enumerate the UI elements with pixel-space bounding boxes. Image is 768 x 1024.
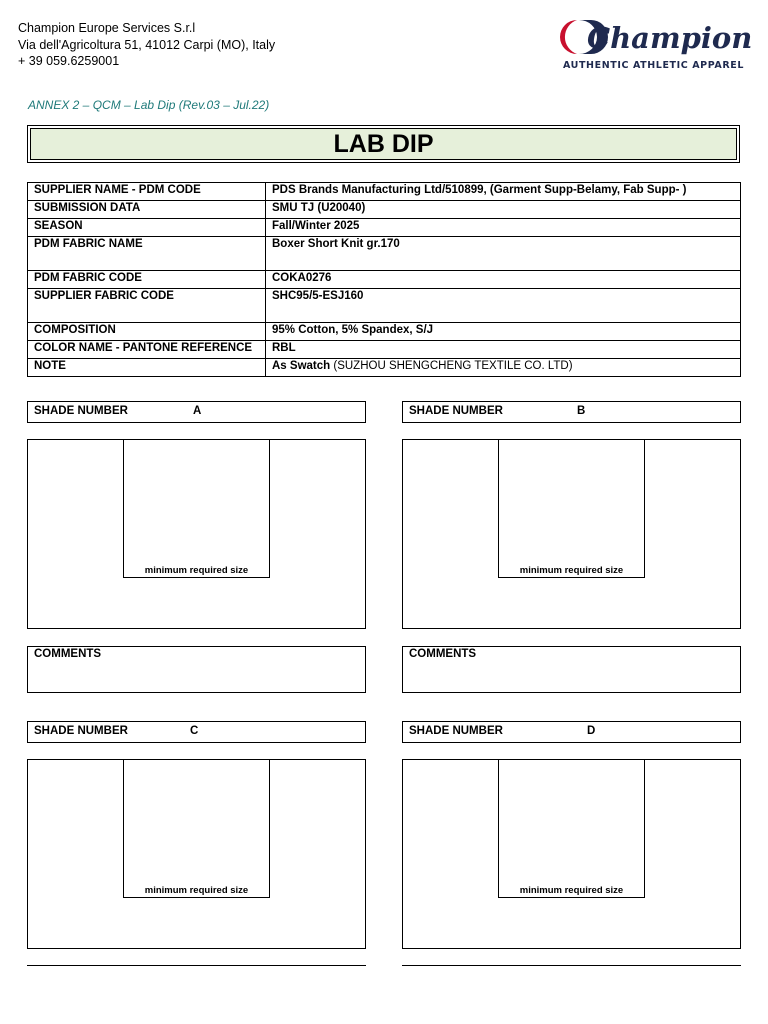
shade-number-header-a: [27, 401, 366, 423]
title-box: [27, 125, 740, 163]
row-value[interactable]: Fall/Winter 2025: [266, 219, 741, 237]
note-value: As Swatch: [272, 360, 331, 372]
company-address: Via dell'Agricoltura 51, 41012 Carpi (MO), Italy: [18, 37, 276, 52]
shade-letter: D: [587, 725, 596, 737]
row-value[interactable]: [266, 359, 741, 377]
table-row: [28, 341, 741, 359]
row-label: SEASON: [28, 219, 266, 237]
row-label: SUPPLIER FABRIC CODE: [28, 289, 266, 323]
company-name: Champion Europe Services S.r.l: [18, 21, 196, 35]
shade-number-label: SHADE NUMBER: [34, 725, 128, 737]
row-label: COLOR NAME - PANTONE REFERENCE: [28, 341, 266, 359]
shade-letter: B: [577, 405, 586, 417]
divider-line: [402, 965, 741, 966]
table-row: [28, 323, 741, 341]
shade-number-label: SHADE NUMBER: [409, 725, 503, 737]
table-row: [28, 359, 741, 377]
swatch-area-a[interactable]: [27, 439, 366, 629]
row-label: PDM FABRIC NAME: [28, 237, 266, 271]
row-label: COMPOSITION: [28, 323, 266, 341]
row-label: PDM FABRIC CODE: [28, 271, 266, 289]
row-value[interactable]: RBL: [266, 341, 741, 359]
shade-number-label: SHADE NUMBER: [34, 405, 128, 417]
company-phone: + 39 059.6259001: [18, 54, 120, 68]
minimum-size-label: minimum required size: [519, 565, 624, 576]
comments-box-b[interactable]: [402, 646, 741, 693]
company-address-block: [18, 20, 275, 70]
swatch-area-c[interactable]: [27, 759, 366, 949]
minimum-size-label: minimum required size: [144, 885, 249, 896]
swatch-area-b[interactable]: [402, 439, 741, 629]
table-row: [28, 219, 741, 237]
table-row: [28, 237, 741, 271]
shade-letter: C: [190, 725, 199, 737]
comments-label: COMMENTS: [409, 648, 477, 660]
comments-label: COMMENTS: [34, 648, 102, 660]
shade-number-label: SHADE NUMBER: [409, 405, 503, 417]
swatch-area-d[interactable]: [402, 759, 741, 949]
minimum-size-box: [123, 759, 270, 898]
shade-number-header-d: [402, 721, 741, 743]
minimum-size-label: minimum required size: [144, 565, 249, 576]
row-label: SUPPLIER NAME - PDM CODE: [28, 183, 266, 201]
row-label: NOTE: [28, 359, 266, 377]
annex-reference: ANNEX 2 – QCM – Lab Dip (Rev.03 – Jul.22): [28, 98, 270, 112]
minimum-size-box: [498, 759, 645, 898]
info-table: [27, 182, 741, 377]
page-title: LAB DIP: [30, 128, 737, 160]
table-row: [28, 289, 741, 323]
row-value[interactable]: COKA0276: [266, 271, 741, 289]
shade-number-header-b: [402, 401, 741, 423]
logo-wordmark: Champion: [587, 21, 752, 55]
row-value[interactable]: SMU TJ (U20040): [266, 201, 741, 219]
table-row: [28, 271, 741, 289]
comments-box-a[interactable]: [27, 646, 366, 693]
row-value[interactable]: SHC95/5-ESJ160: [266, 289, 741, 323]
row-value[interactable]: Boxer Short Knit gr.170: [266, 237, 741, 271]
row-value[interactable]: 95% Cotton, 5% Spandex, S/J: [266, 323, 741, 341]
table-row: [28, 183, 741, 201]
shade-number-header-c: [27, 721, 366, 743]
minimum-size-box: [498, 439, 645, 578]
note-value-supplier: (SUZHOU SHENGCHENG TEXTILE CO. LTD): [330, 360, 573, 372]
table-row: [28, 201, 741, 219]
minimum-size-label: minimum required size: [519, 885, 624, 896]
champion-logo: [557, 14, 752, 74]
shade-letter: A: [193, 405, 202, 417]
row-value[interactable]: PDS Brands Manufacturing Ltd/510899, (Garment Supp-Belamy, Fab Supp- ): [266, 183, 741, 201]
logo-tagline: AUTHENTIC ATHLETIC APPAREL: [563, 60, 745, 71]
divider-line: [27, 965, 366, 966]
row-label: SUBMISSION DATA: [28, 201, 266, 219]
minimum-size-box: [123, 439, 270, 578]
